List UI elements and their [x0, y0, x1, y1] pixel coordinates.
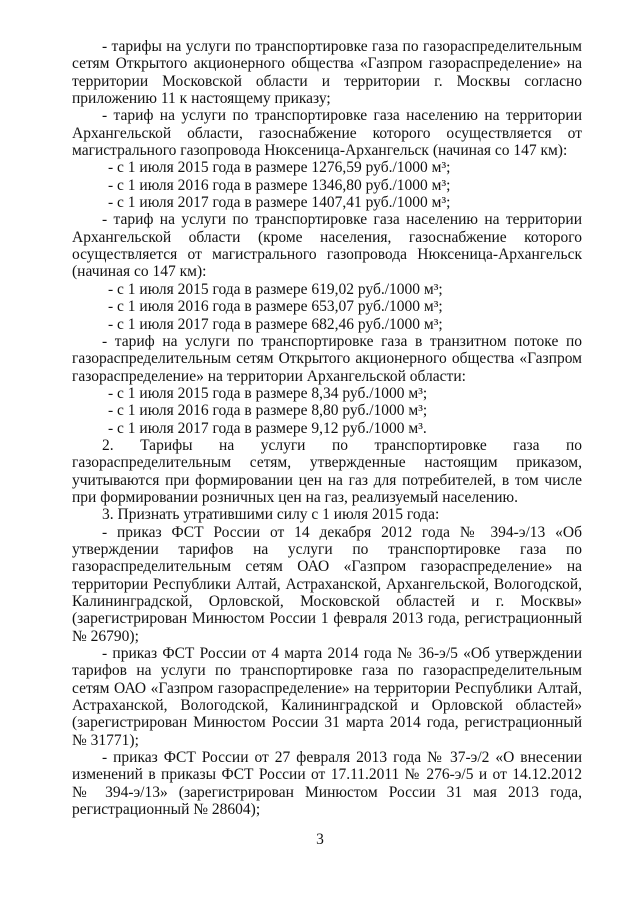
- rate-line: - с 1 июля 2017 года в размере 682,46 руб./1000 м³;: [108, 315, 443, 333]
- paragraph-order-394: - приказ ФСТ России от 14 декабря 2012 года № 394-э/13 «Об утверждении тарифов на услуги по транспортировке газа по газораспределительным сетям ОАО «Газпром газораспределение» на территории Республики Алтай, Астраханской, Архангельской, Вологодской, Калининградской, Орловской, Московской областей и г. Москвы» (зарегистрирован Минюстом России 1 февраля 2013 года, регистрационный № 26790);: [72, 523, 582, 645]
- rate-line: - с 1 июля 2017 года в размере 9,12 руб./1000 м³.: [108, 419, 427, 437]
- rate-line: - с 1 июля 2015 года в размере 8,34 руб./1000 м³;: [108, 384, 428, 402]
- paragraph-clause-2: 2. Тарифы на услуги по транспортировке газа по газораспределительным сетям, утвержденные настоящим приказом, учитываются при формировании цен на газ для потребителей, в том числе при формировании розничных цен на газ, реализуемый населению.: [72, 436, 582, 506]
- paragraph-tariff-arkhangelsk-pipeline: - тариф на услуги по транспортировке газа населению на территории Архангельской области, газоснабжение которого осуществляется от магистрального газопровода Нюксеница-Архангельск (начиная со 147 км):: [72, 107, 582, 160]
- paragraph-tariffs-moscow: - тарифы на услуги по транспортировке газа по газораспределительным сетям Открытого акционерного общества «Газпром газораспределение» на территории Московской области и территории г. Москвы согласно приложению 11 к настоящему приказу;: [72, 38, 582, 108]
- paragraph-tariff-transit: - тариф на услуги по транспортировке газа в транзитном потоке по газораспределительным сетям Открытого акционерного общества «Газпром газораспределение» на территории Архангельской области:: [72, 332, 582, 385]
- rate-line: - с 1 июля 2017 года в размере 1407,41 руб./1000 м³;: [108, 194, 451, 212]
- paragraph-order-37: - приказ ФСТ России от 27 февраля 2013 года № 37-э/2 «О внесении изменений в приказы ФСТ России от 17.11.2011 № 276-э/5 и от 14.12.2012 № 394-э/13» (зарегистрирован Минюстом России 31 мая 2013 года, регистрационный № 28604);: [72, 749, 582, 819]
- paragraph-order-36: - приказ ФСТ России от 4 марта 2014 года № 36-э/5 «Об утверждении тарифов на услуги по транспортировке газа по газораспределительным сетям ОАО «Газпром газораспределение» на территории Республики Алтай, Астраханской, Вологодской, Калининградской и Орловской областей» (зарегистрирован Минюстом России 31 марта 2014 года, регистрационный № 31771);: [72, 645, 582, 749]
- rate-line: - с 1 июля 2015 года в размере 1276,59 руб./1000 м³;: [108, 159, 451, 177]
- rate-line: - с 1 июля 2016 года в размере 653,07 руб./1000 м³;: [108, 298, 443, 316]
- document-body: [72, 38, 582, 818]
- rate-line: - с 1 июля 2016 года в размере 8,80 руб./1000 м³;: [108, 402, 428, 420]
- paragraph-tariff-arkhangelsk-other: - тариф на услуги по транспортировке газа населению на территории Архангельской области (кроме населения, газоснабжение которого осуществляется от магистрального газопровода Нюксеница-Архангельск (начиная со 147 км):: [72, 211, 582, 281]
- page-number: 3: [316, 831, 324, 848]
- rate-line: - с 1 июля 2016 года в размере 1346,80 руб./1000 м³;: [108, 176, 451, 194]
- rate-line: - с 1 июля 2015 года в размере 619,02 руб./1000 м³;: [108, 280, 443, 298]
- paragraph-clause-3: 3. Признать утратившими силу с 1 июля 2015 года:: [102, 506, 440, 524]
